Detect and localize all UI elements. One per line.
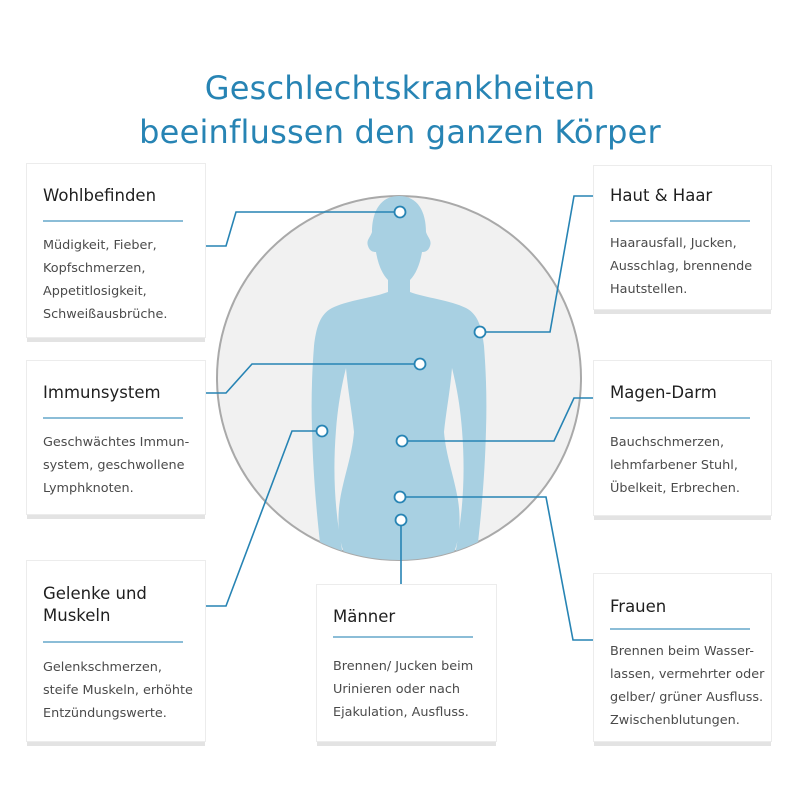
card-divider [610,628,750,630]
dot-chest [415,359,426,370]
card-text: Haarausfall, Jucken, Ausschlag, brennende Hautstellen. [610,236,753,297]
card-divider [43,417,183,419]
card-title: Gelenke und Muskeln [43,584,147,625]
card-text: Geschwächtes Immun- system, geschwollene Lymphknoten. [43,435,190,496]
card-text: Gelenkschmerzen, steife Muskeln, erhöhte Entzündungswerte. [43,660,193,721]
card-divider [610,220,750,222]
title-line-1: Geschlechtskrankheiten [204,69,596,107]
card-title: Immunsystem [43,383,161,402]
dot-abdomen [397,436,408,447]
card-divider [333,636,473,638]
dot-groin [396,515,407,526]
dot-shoulder [475,327,486,338]
card-title: Magen-Darm [610,383,717,402]
card-gelenke [26,560,206,742]
card-title: Haut & Haar [610,186,713,205]
card-text: Bauchschmerzen, lehmfarbener Stuhl, Übelkeit, Erbrechen. [610,435,740,496]
card-magen-darm [593,360,772,516]
dot-elbow [317,426,328,437]
card-text: Brennen/ Jucken beim Urinieren oder nach Ejakulation, Ausfluss. [333,659,474,720]
dot-head [395,207,406,218]
card-wohlbefinden [26,163,206,338]
card-divider [43,641,183,643]
dot-pelvis [395,492,406,503]
card-divider [43,220,183,222]
card-title: Männer [333,607,396,626]
card-frauen [593,573,772,742]
card-text: Brennen beim Wasser- lassen, vermehrter oder gelber/ grüner Ausfluss. Zwischenblutungen. [610,644,765,728]
title-line-2: beeinflussen den ganzen Körper [139,113,661,151]
card-title: Frauen [610,597,667,616]
card-maenner [316,584,497,742]
card-immunsystem [26,360,206,515]
card-divider [610,417,750,419]
card-haut-haar [593,165,772,310]
card-text: Müdigkeit, Fieber, Kopfschmerzen, Appetitlosigkeit, Schweißausbrüche. [43,238,168,322]
card-title: Wohlbefinden [43,186,157,205]
